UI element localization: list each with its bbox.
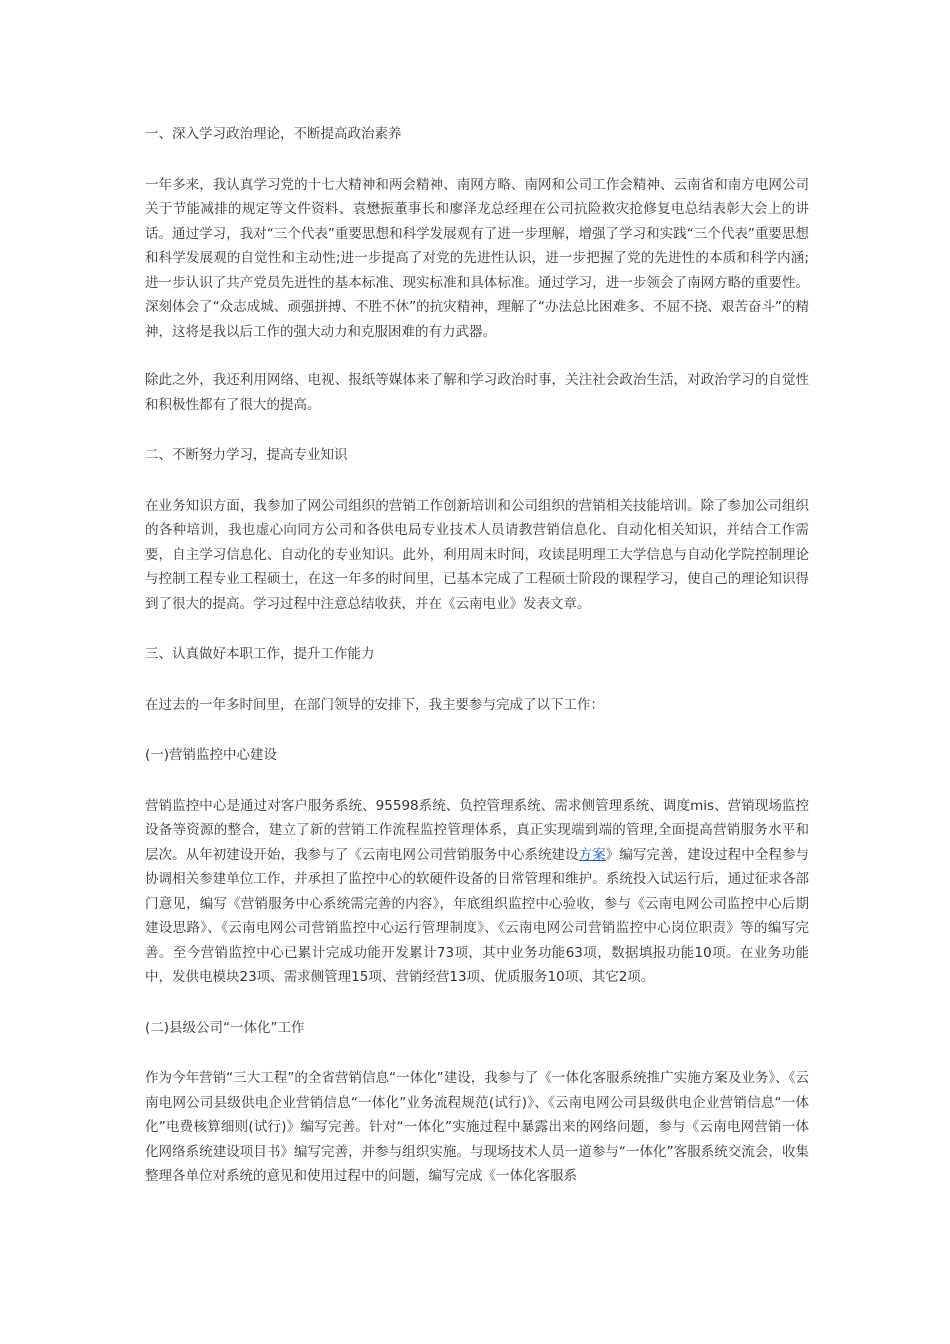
section-heading-2: 二、不断努力学习，提高专业知识: [145, 447, 348, 463]
subsection-heading-2: (二)县级公司“一体化”工作: [145, 1019, 305, 1036]
paragraph-work-intro: 在过去的一年多时间里，在部门领导的安排下，我主要参与完成了以下工作：: [145, 696, 604, 713]
section-heading-3: 三、认真做好本职工作，提升工作能力: [145, 646, 375, 662]
paragraph-political-study: 一年多来，我认真学习党的十七大精神和两会精神、南网方略、南网和公司工作会精神、云南省和南方电网公司关于节能减排的规定等文件资料、袁懋振董事长和廖泽龙总经理在公司抗险救灾抢修复电总结表彰大会上的讲话。通过学习，我对“三个代表”重要思想和科学发展观有了进一步理解，增强了学习和实践“三个代表”重要思想和科学发展观的自觉性和主动性;进一步提高了对党的先进性认识，进一步把握了党的先进性的本质和科学内涵;进一步认识了共产党员先进性的基本标准、现实标准和具体标准。通过学习，进一步领会了南网方略的重要性。深刻体会了“众志成城、顽强拼搏、不胜不休”的抗灾精神，理解了“办法总比困难多、不屈不挠、艰苦奋斗”的精神，这将是我以后工作的强大动力和克服困难的有力武器。: [145, 176, 809, 340]
paragraph-monitoring-center-text-end: 》编写完善，建设过程中全程参与协调相关参建单位工作，并承担了监控中心的软硬件设备的日常管理和维护。系统投入试运行后，通过征求各部门意见，编写《营销服务中心系统需完善的内容》，年底组织监控中心验收，参与《云南电网公司监控中心后期建设思路》、《云南电网公司营销监控中心运行管理制度》、《云南电网公司营销监控中心岗位职责》等的编写完善。至今营销监控中心已累计完成功能开发累计73项，其中业务功能63项，数据填报功能10项。在业务功能中，发供电模块23项、需求侧管理15项、营销经营13项、优质服务10项、其它2项。: [145, 846, 810, 985]
document-body: [145, 122, 809, 1213]
paragraph-media-study: 除此之外，我还利用网络、电视、报纸等媒体来了解和学习政治时事，关注社会政治生活，对政治学习的自觉性和积极性都有了很大的提高。: [145, 372, 809, 413]
paragraph-integration-work: 作为今年营销“三大工程”的全省营销信息“一体化”建设，我参与了《一体化客服系统推广实施方案及业务》、《云南电网公司县级供电企业营销信息“一体化”业务流程规范(试行)》、《云南电网公司县级供电企业营销信息“一体化”电费核算细则(试行)》编写完善。针对“一体化”实施过程中暴露出来的网络问题，参与《云南电网营销一体化网络系统建设项目书》编写完善，并参与组织实施。与现场技术人员一道参与“一体化”客服系统交流会，收集整理各单位对系统的意见和使用过程中的问题，编写完成《一体化客服系: [145, 1070, 809, 1184]
subsection-heading-1: (一)营销监控中心建设: [145, 747, 278, 763]
paragraph-professional-knowledge: 在业务知识方面，我参加了网公司组织的营销工作创新培训和公司组织的营销相关技能培训。除了参加公司组织的各种培训，我也虚心向同方公司和各供电局专业技术人员请教营销信息化、自动化相关知识，并结合工作需要，自主学习信息化、自动化的专业知识。此外，利用周末时间，攻读昆明理工大学信息与自动化学院控制理论与控制工程专业工程硕士，在这一年多的时间里，已基本完成了工程硕士阶段的课程学习，使自己的理论知识得到了很大的提高。学习过程中注意总结收获，并在《云南电业》发表文章。: [145, 497, 809, 612]
paragraph-monitoring-center-text-start: 营销监控中心是通过对客户服务系统、95598系统、负控管理系统、需求侧管理系统、调度mis、营销现场监控设备等资源的整合，建立了新的营销工作流程监控管理体系，真正实现端到端的管理,全面提高营销服务水平和层次。从年初建设开始，我参与了《云南电网公司营销服务中心系统建设: [145, 797, 809, 863]
plan-link[interactable]: 方案: [578, 846, 606, 863]
paragraph-monitoring-center: [145, 794, 809, 990]
section-heading-1: 一、深入学习政治理论，不断提高政治素养: [145, 126, 402, 142]
